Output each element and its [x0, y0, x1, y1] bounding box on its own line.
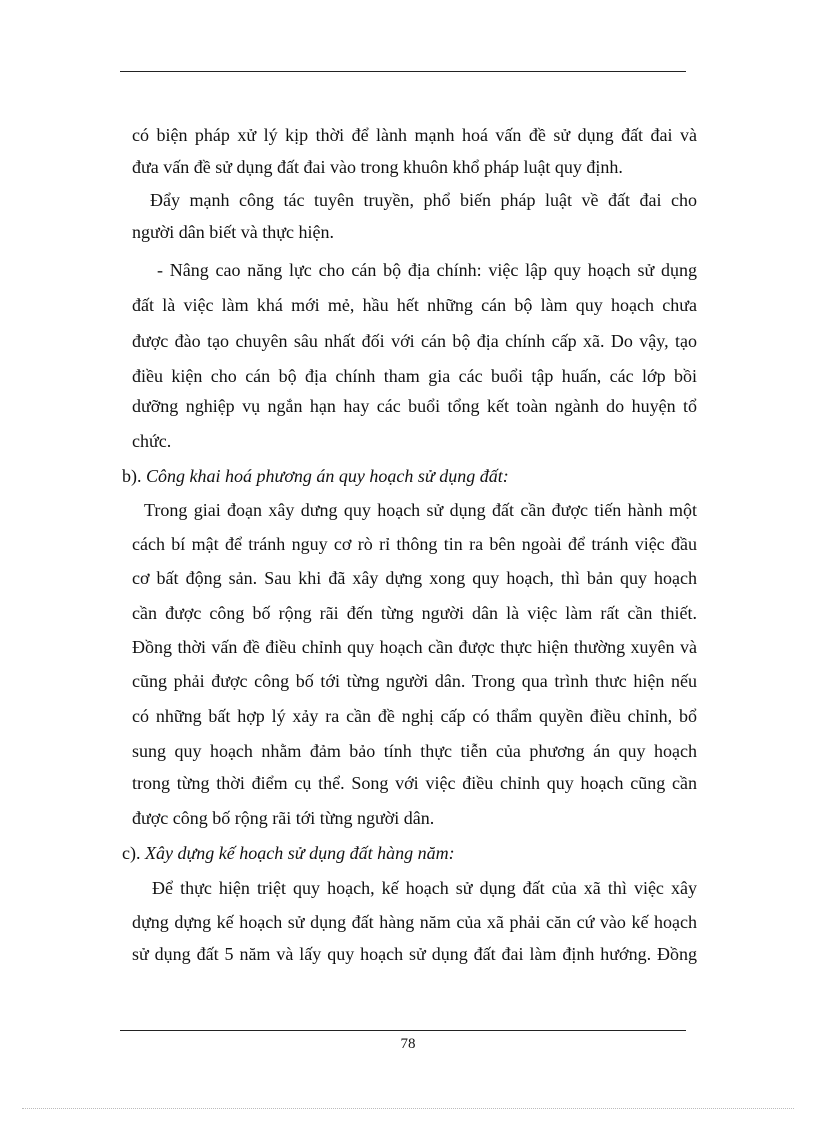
line-text: có những bất hợp lý xảy ra cần đề nghị cấp có thẩm quyền điều chỉnh, bổ: [132, 706, 697, 726]
text-line: [150, 190, 697, 210]
page-number: 78: [400, 1036, 416, 1052]
page-edge-divider: [22, 1108, 794, 1109]
line-text: được đào tạo chuyên sâu nhất đối với cán bộ địa chính cấp xã. Do vậy, tạo: [132, 331, 697, 351]
section-marker: b).: [122, 466, 142, 486]
line-text: cách bí mật để tránh nguy cơ rò rỉ thông tin ra bên ngoài để tránh việc đầu: [132, 534, 697, 554]
text-line: [132, 568, 697, 588]
line-text: có biện pháp xử lý kịp thời để lành mạnh hoá vấn đề sử dụng đất đai và: [132, 125, 697, 145]
text-line: [132, 125, 697, 145]
text-line: [122, 843, 522, 863]
line-text: chức.: [132, 431, 172, 451]
section-heading: Xây dựng kế hoạch sử dụng đất hàng năm:: [144, 843, 455, 863]
text-line: [132, 671, 697, 691]
text-line: [132, 603, 697, 623]
text-line: [132, 331, 697, 351]
text-line: [132, 773, 697, 793]
line-text: trong từng thời điểm cụ thể. Song với việc điều chỉnh quy hoạch cũng cần: [132, 773, 697, 793]
text-line: [157, 260, 697, 280]
line-text: được công bố rộng rãi tới từng người dân.: [132, 808, 435, 828]
text-line: [132, 912, 697, 932]
line-text: đất là việc làm khá mới mẻ, hầu hết những cán bộ làm quy hoạch chưa: [132, 295, 697, 315]
text-line: [132, 396, 697, 416]
line-text: Trong giai đoạn xây dưng quy hoạch sử dụng đất cần được tiến hành một: [144, 500, 697, 520]
line-text: đưa vấn đề sử dụng đất đai vào trong khuôn khổ pháp luật quy định.: [132, 157, 623, 177]
section-marker: c).: [122, 843, 141, 863]
line-text: - Nâng cao năng lực cho cán bộ địa chính: việc lập quy hoạch sử dụng: [157, 260, 697, 280]
section-heading: Công khai hoá phương án quy hoạch sử dụng đất:: [146, 466, 509, 486]
text-line: [132, 637, 697, 657]
text-line: [132, 295, 697, 315]
text-line: [132, 222, 697, 242]
line-text: sung quy hoạch nhằm đảm bảo tính thực tiễn của phương án quy hoạch: [132, 741, 697, 761]
footer-rule: [120, 1030, 686, 1031]
line-text: Đồng thời vấn đề điều chỉnh quy hoạch cần được thực hiện thường xuyên và: [132, 637, 697, 657]
text-line: [132, 741, 697, 761]
text-line: [122, 466, 522, 486]
line-text: dưỡng nghiệp vụ ngắn hạn hay các buổi tổng kết toàn ngành do huyện tổ: [132, 396, 697, 416]
line-text: người dân biết và thực hiện.: [132, 222, 334, 242]
line-text: cơ bất động sản. Sau khi đã xây dựng xong quy hoạch, thì bản quy hoạch: [132, 568, 697, 588]
header-rule: [120, 71, 686, 72]
text-line: [132, 157, 697, 177]
text-line: [132, 431, 697, 451]
text-line: [132, 706, 697, 726]
text-line: [132, 808, 697, 828]
line-text: cũng phải được công bố tới từng người dân. Trong qua trình thưc hiện nếu: [132, 671, 697, 691]
line-text: cần được công bố rộng rãi đến từng người dân là việc làm rất cần thiết.: [132, 603, 697, 623]
text-line: [132, 534, 697, 554]
text-line: [132, 366, 697, 386]
text-line: [132, 944, 697, 964]
line-text: Để thực hiện triệt quy hoạch, kế hoạch sử dụng đất của xã thì việc xây: [152, 878, 697, 898]
text-line: [144, 500, 697, 520]
line-text: Đẩy mạnh công tác tuyên truyền, phổ biến pháp luật về đất đai cho: [150, 190, 697, 210]
line-text: dựng dựng kế hoạch sử dụng đất hàng năm của xã phải căn cứ vào kế hoạch: [132, 912, 697, 932]
line-text: sử dụng đất 5 năm và lấy quy hoạch sử dụng đất đai làm định hướng. Đồng: [132, 944, 697, 964]
text-line: [152, 878, 697, 898]
line-text: điều kiện cho cán bộ địa chính tham gia các buổi tập huấn, các lớp bồi: [132, 366, 697, 386]
